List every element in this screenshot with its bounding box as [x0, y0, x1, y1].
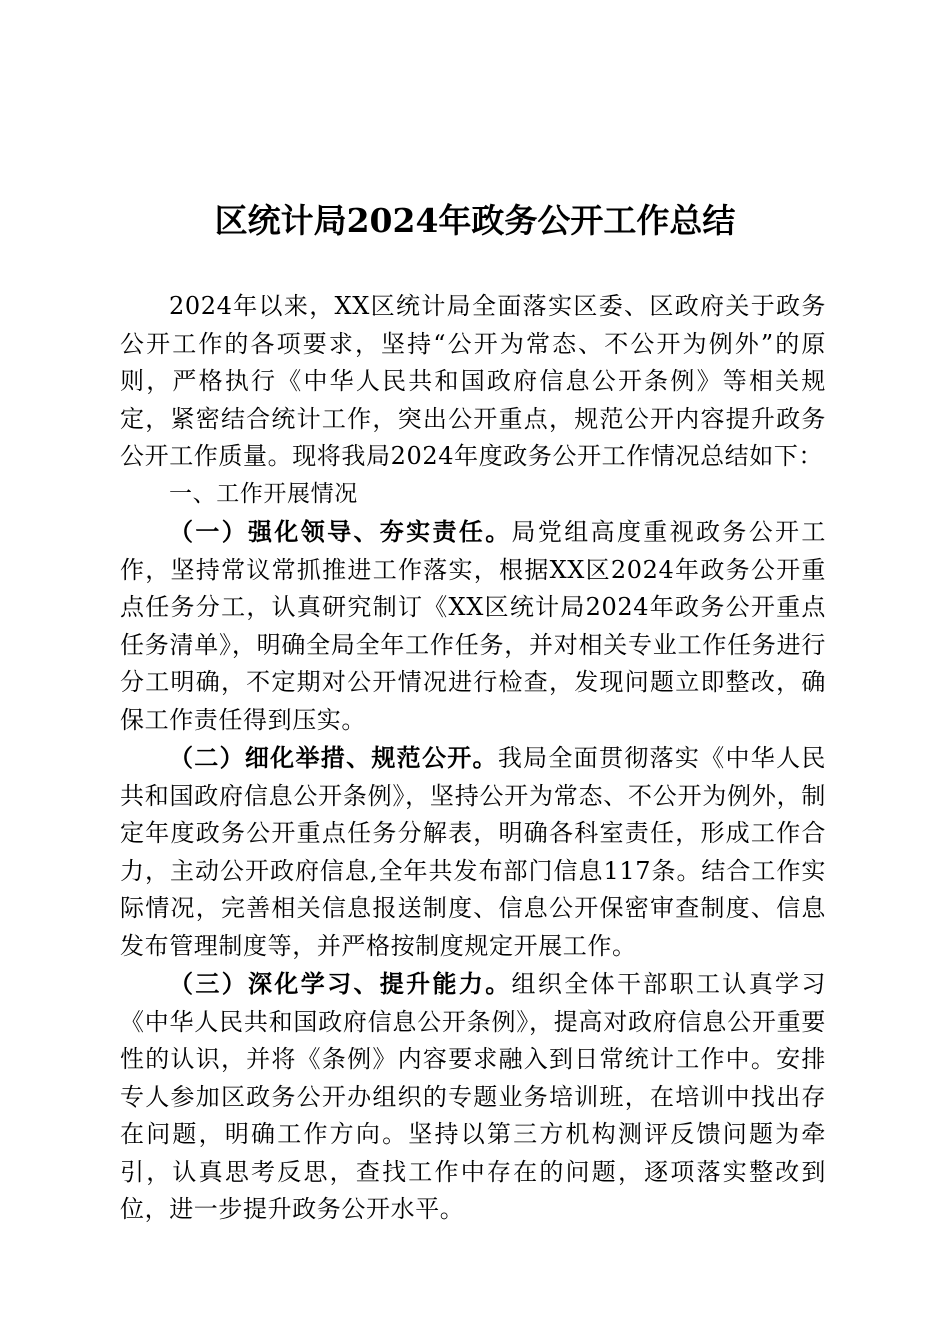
document-body	[120, 288, 826, 1229]
item-lead-2: （二）细化举措、规范公开。	[169, 743, 498, 772]
section-heading: 一、工作开展情况	[169, 480, 358, 507]
item-lead-3: （三）深化学习、提升能力。	[169, 969, 512, 998]
item-paragraph-1	[120, 513, 826, 739]
document-title: 区统计局2024年政务公开工作总结	[214, 201, 736, 240]
item-paragraph-2	[120, 739, 826, 965]
item-text-2: 我局全面贯彻落实《中华人民共和国政府信息公开条例》，坚持公开为常态、不公开为例外，制定年度政务公开重点任务分解表，明确各科室责任，形成工作合力，主动公开政府信息,全年共发布部门信息117条。结合工作实际情况，完善相关信息报送制度、信息公开保密审查制度、信息发布管理制度等，并严格按制度规定开展工作。	[120, 744, 826, 960]
item-text-1: 局党组高度重视政务公开工作，坚持常议常抓推进工作落实，根据XX区2024年政务公开重点任务分工，认真研究制订《XX区统计局2024年政务公开重点任务清单》，明确全局全年工作任务，并对相关专业工作任务进行分工明确，不定期对公开情况进行检查，发现问题立即整改，确保工作责任得到压实。	[120, 518, 826, 734]
item-text-3: 组织全体干部职工认真学习《中华人民共和国政府信息公开条例》，提高对政府信息公开重要性的认识，并将《条例》内容要求融入到日常统计工作中。安排专人参加区政务公开办组织的专题业务培训班，在培训中找出存在问题，明确工作方向。坚持以第三方机构测评反馈问题为牵引，认真思考反思，查找工作中存在的问题，逐项落实整改到位，进一步提升政务公开水平。	[120, 970, 826, 1223]
item-lead-1: （一）强化领导、夯实责任。	[169, 517, 512, 546]
item-paragraph-3	[120, 965, 826, 1229]
intro-paragraph: 2024年以来，XX区统计局全面落实区委、区政府关于政务公开工作的各项要求，坚持“公开为常态、不公开为例外”的原则，严格执行《中华人民共和国政府信息公开条例》等相关规定，紧密结合统计工作，突出公开重点，规范公开内容提升政务公开工作质量。现将我局2024年度政务公开工作情况总结如下：	[120, 292, 826, 470]
